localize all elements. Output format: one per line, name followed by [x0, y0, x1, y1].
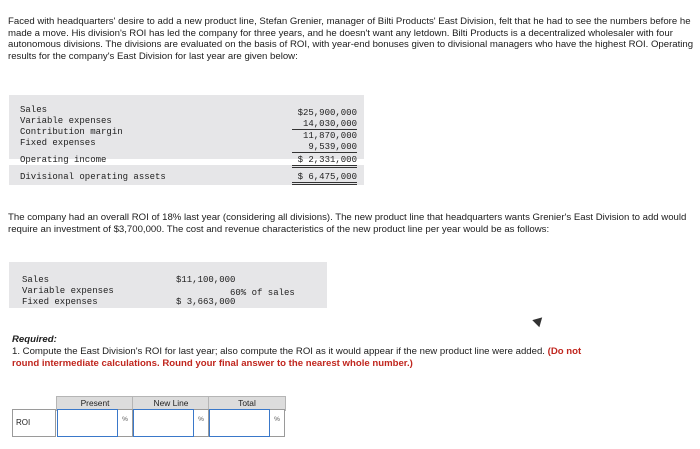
present-column-header: Present [56, 396, 134, 411]
present-percent-sign: % [118, 409, 133, 437]
required-note-end: round intermediate calculations. Round your final answer to the nearest whole number.) [12, 357, 413, 369]
middle-paragraph: The company had an overall ROI of 18% last year (considering all divisions). The new product line that headquarters wants Grenier's East Division to add would require an investment of $3,700,000. The cost and revenue characteristics of the new product line per year would be as follows: [8, 212, 687, 235]
required-section [12, 334, 696, 369]
total-column-header: Total [208, 396, 286, 411]
new-variable-expenses-label: Variable expenses [22, 286, 114, 296]
fixed-expenses-value: 9,539,000 [292, 142, 357, 153]
total-roi-field[interactable] [209, 409, 270, 437]
required-text: 1. Compute the East Division's ROI for last year; also compute the ROI as it would appear if the new product line were added. [12, 345, 545, 357]
contribution-margin-value: 11,870,000 [302, 131, 357, 141]
present-roi-field[interactable] [57, 409, 118, 437]
mouse-cursor-icon [532, 314, 545, 327]
required-heading: Required: [12, 334, 57, 345]
new-line-roi-input[interactable] [134, 410, 193, 436]
new-variable-expenses-value: 60% of sales [230, 288, 295, 298]
new-fixed-expenses-value: $ 3,663,000 [176, 297, 236, 307]
new-product-table [9, 262, 327, 308]
variable-expenses-value: 14,030,000 [292, 119, 357, 130]
sales-value: $25,900,000 [297, 108, 357, 118]
total-percent-sign: % [270, 409, 285, 437]
intro-paragraph: Faced with headquarters' desire to add a new product line, Stefan Grenier, manager of Bilti Products' East Division, felt that he had to see the numbers before he made a move. His division's ROI has led the company for three years, and he doesn't want any letdown. Bilti Products is a decentralized wholesaler with four autonomous divisions. The divisions are evaluated on the basis of ROI, with year-end bonuses given to divisional managers who have the highest ROI. Operating results for the company's East Division for last year are given below: [8, 16, 694, 62]
division-results-table [9, 95, 364, 185]
total-roi-input[interactable] [210, 410, 269, 436]
roi-row-label: ROI [12, 409, 56, 437]
new-line-percent-sign: % [194, 409, 209, 437]
sales-label: Sales [20, 105, 48, 115]
new-line-roi-field[interactable] [133, 409, 194, 437]
contribution-margin-label: Contribution margin [20, 127, 123, 137]
variable-expenses-label: Variable expenses [20, 116, 112, 126]
new-sales-label: Sales [22, 275, 50, 285]
operating-assets-value: $ 6,475,000 [292, 172, 357, 185]
fixed-expenses-label: Fixed expenses [20, 138, 96, 148]
new-fixed-expenses-label: Fixed expenses [22, 297, 98, 307]
new-sales-value: $11,100,000 [176, 275, 236, 285]
present-roi-input[interactable] [58, 410, 117, 436]
new-line-column-header: New Line [132, 396, 210, 411]
operating-assets-label: Divisional operating assets [20, 172, 166, 182]
required-note-start: (Do not [547, 345, 582, 357]
operating-income-value: $ 2,331,000 [292, 155, 357, 168]
operating-income-label: Operating income [20, 155, 107, 165]
